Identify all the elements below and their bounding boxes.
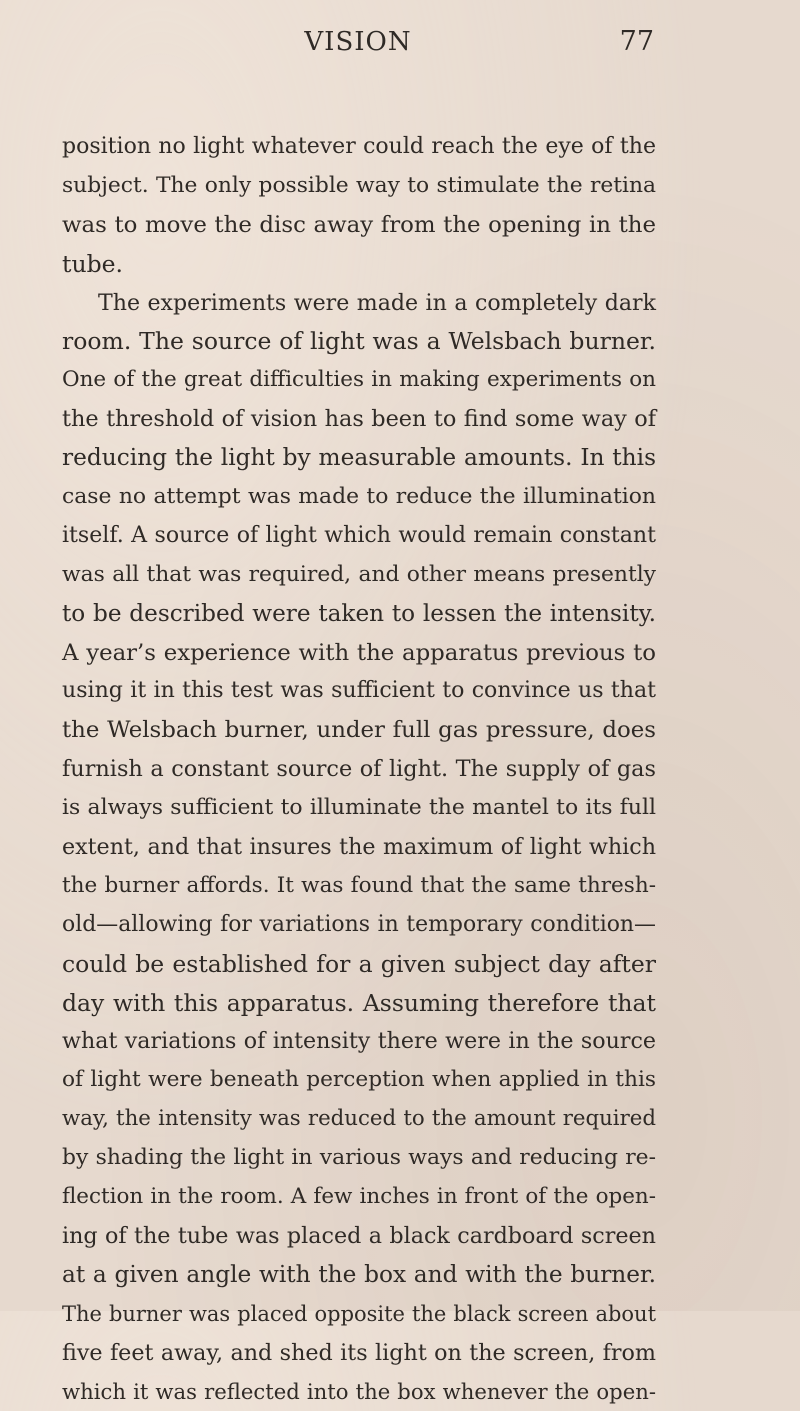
text-line: the threshold of vision has been to find some way of	[62, 400, 656, 439]
text-line: day with this apparatus. Assuming therefore that	[62, 984, 656, 1023]
text-line: position no light whatever could reach the eye of the	[62, 128, 656, 167]
running-head	[62, 20, 654, 64]
text-line: The burner was placed opposite the black screen about	[62, 1295, 656, 1334]
text-line: what variations of intensity there were in the source	[62, 1022, 656, 1061]
text-line: itself. A source of light which would remain constant	[62, 517, 656, 556]
running-title: VISION	[62, 20, 654, 64]
text-line: way, the intensity was reduced to the amount required	[62, 1100, 656, 1139]
text-line: was to move the disc away from the opening in the	[62, 206, 656, 245]
text-line: is always sufficient to illuminate the mantel to its full	[62, 789, 656, 828]
text-line: A year’s experience with the apparatus previous to	[62, 634, 656, 673]
text-line: which it was reflected into the box whenever the open-	[62, 1373, 656, 1411]
text-line: to be described were taken to lessen the intensity.	[62, 595, 656, 634]
text-line: could be established for a given subject day after	[62, 945, 656, 984]
text-line: subject. The only possible way to stimulate the retina	[62, 167, 656, 206]
text-line: old—allowing for variations in temporary condition—	[62, 906, 656, 945]
text-line: reducing the light by measurable amounts. In this	[62, 439, 656, 478]
text-line: of light were beneath perception when applied in this	[62, 1061, 656, 1100]
text-line: at a given angle with the box and with the burner.	[62, 1256, 656, 1295]
text-line: furnish a constant source of light. The supply of gas	[62, 750, 656, 789]
text-line: The experiments were made in a completely dark	[62, 284, 656, 323]
text-line: One of the great difficulties in making experiments on	[62, 361, 656, 400]
text-line: the burner affords. It was found that the same thresh-	[62, 867, 656, 906]
page-number: 77	[620, 20, 654, 64]
text-line: flection in the room. A few inches in front of the open-	[62, 1178, 656, 1217]
text-line: five feet away, and shed its light on the screen, from	[62, 1334, 656, 1373]
text-line: room. The source of light was a Welsbach burner.	[62, 322, 656, 361]
text-line: was all that was required, and other means presently	[62, 556, 656, 595]
text-line: using it in this test was sufficient to convince us that	[62, 672, 656, 711]
body-text	[62, 128, 656, 1411]
text-line: tube.	[62, 245, 656, 284]
text-line: case no attempt was made to reduce the illumination	[62, 478, 656, 517]
text-line: extent, and that insures the maximum of light which	[62, 828, 656, 867]
text-line: by shading the light in various ways and reducing re-	[62, 1139, 656, 1178]
text-line: the Welsbach burner, under full gas pressure, does	[62, 711, 656, 750]
text-line: ing of the tube was placed a black cardboard screen	[62, 1217, 656, 1256]
